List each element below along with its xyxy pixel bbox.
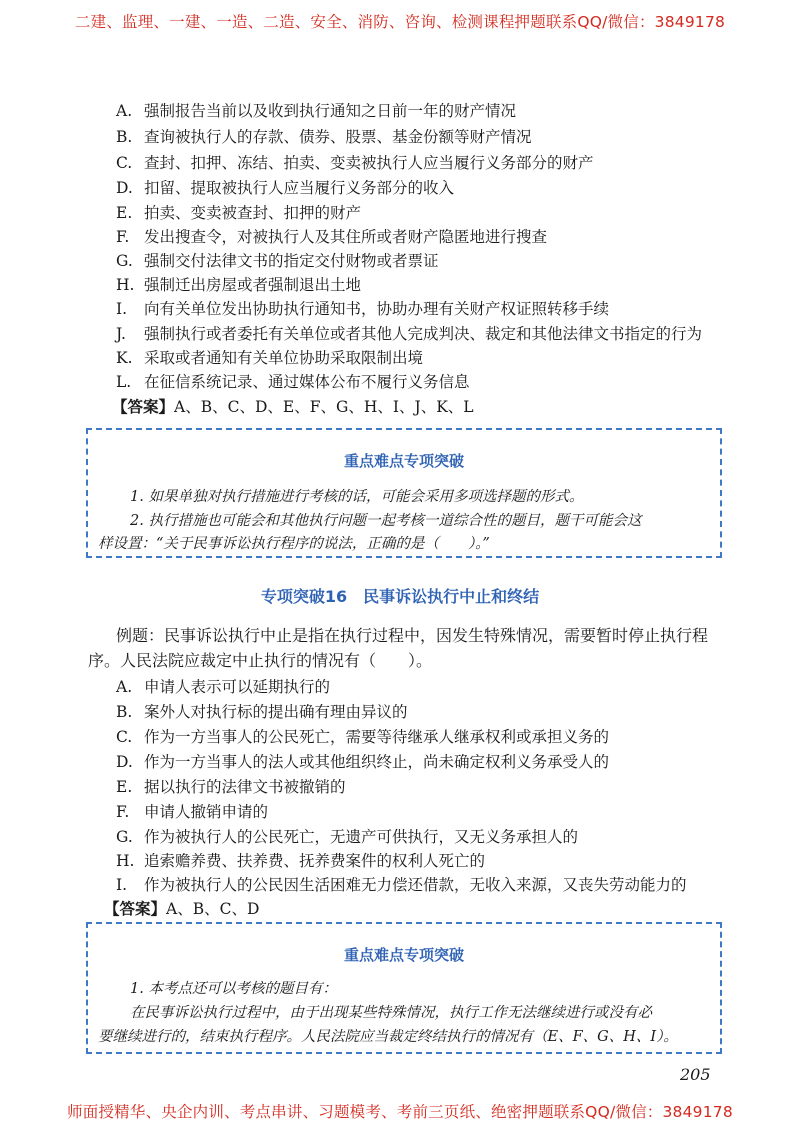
list-item: B. 查询被执行人的存款、债券、股票、基金份额等财产情况 [116, 128, 532, 146]
list-item: F. 发出搜查令，对被执行人及其住所或者财产隐匿地进行搜查 [116, 228, 548, 246]
list-item: E. 拍卖、变卖被查封、扣押的财产 [116, 204, 362, 222]
box-title: 重点难点专项突破 [343, 452, 464, 470]
list-item: B. 案外人对执行标的提出确有理由异议的 [116, 703, 408, 721]
list-item: C. 查封、扣押、冻结、拍卖、变卖被执行人应当履行义务部分的财产 [116, 154, 594, 172]
list-item: G. 强制交付法律文书的指定交付财物或者票证 [116, 252, 439, 270]
list-item: K. 采取或者通知有关单位协助采取限制出境 [116, 349, 424, 367]
box-text-line: 在民事诉讼执行过程中，由于出现某些特殊情况，执行工作无法继续进行或没有必 [130, 1005, 652, 1021]
list-item: A. 申请人表示可以延期执行的 [116, 678, 331, 696]
box-title: 重点难点专项突破 [343, 946, 464, 964]
section-heading: 专项突破16 民事诉讼执行中止和终结 [260, 587, 540, 606]
list-item: A. 强制报告当前以及收到执行通知之日前一年的财产情况 [116, 102, 517, 120]
list-item: G. 作为被执行人的公民死亡，无遗产可供执行，又无义务承担人的 [116, 828, 579, 846]
footer-banner: 师面授精华、央企内训、考点串讲、习题模考、考前三页纸、绝密押题联系QQ/微信：3849178 [67, 1103, 733, 1121]
answer-line: 【答案】A、B、C、D、E、F、G、H、I、J、K、L [112, 398, 474, 416]
list-item: L. 在征信系统记录、通过媒体公布不履行义务信息 [116, 373, 470, 391]
list-item: F. 申请人撤销申请的 [116, 803, 269, 821]
list-item: I. 向有关单位发出协助执行通知书，协助办理有关财产权证照转移手续 [116, 300, 610, 318]
box-text-line: 样设置：“关于民事诉讼执行程序的说法，正确的是（ ）。” [98, 536, 490, 552]
list-item: J. 强制执行或者委托有关单位或者其他人完成判决、裁定和其他法律文书指定的行为 [116, 325, 703, 343]
list-item: E. 据以执行的法律文书被撤销的 [116, 778, 346, 796]
box-text-line: 要继续进行的，结束执行程序。人民法院应当裁定终结执行的情况有（E、F、G、H、I）。 [98, 1029, 678, 1045]
list-item: H. 追索赡养费、扶养费、抚养费案件的权利人死亡的 [116, 852, 486, 870]
list-item: D. 作为一方当事人的法人或其他组织终止，尚未确定权利义务承受人的 [116, 753, 610, 771]
list-item: D. 扣留、提取被执行人应当履行义务部分的收入 [116, 179, 455, 197]
list-item: H. 强制迁出房屋或者强制退出土地 [116, 276, 362, 294]
example-question: 例题：民事诉讼执行中止是指在执行过程中，因发生特殊情况，需要暂时停止执行程 [116, 626, 709, 645]
box-text-line: 1. 如果单独对执行措施进行考核的话，可能会采用多项选择题的形式。 [130, 489, 584, 505]
list-item: I. 作为被执行人的公民因生活困难无力偿还借款，无收入来源，又丧失劳动能力的 [116, 876, 687, 894]
page-number: 205 [680, 1065, 711, 1084]
answer-line: 【答案】A、B、C、D [104, 900, 260, 918]
box-text-line: 2. 执行措施也可能会和其他执行问题一起考核一道综合性的题目，题干可能会这 [130, 513, 642, 529]
key-points-box [86, 922, 722, 1054]
key-points-box [86, 428, 722, 558]
header-banner: 二建、监理、一建、一造、二造、安全、消防、咨询、检测课程押题联系QQ/微信：3849178 [74, 13, 726, 31]
example-question-cont: 序。人民法院应裁定中止执行的情况有（ ）。 [88, 651, 433, 670]
list-item: C. 作为一方当事人的公民死亡，需要等待继承人继承权利或承担义务的 [116, 728, 610, 746]
box-text-line: 1. 本考点还可以考核的题目有： [130, 981, 337, 997]
